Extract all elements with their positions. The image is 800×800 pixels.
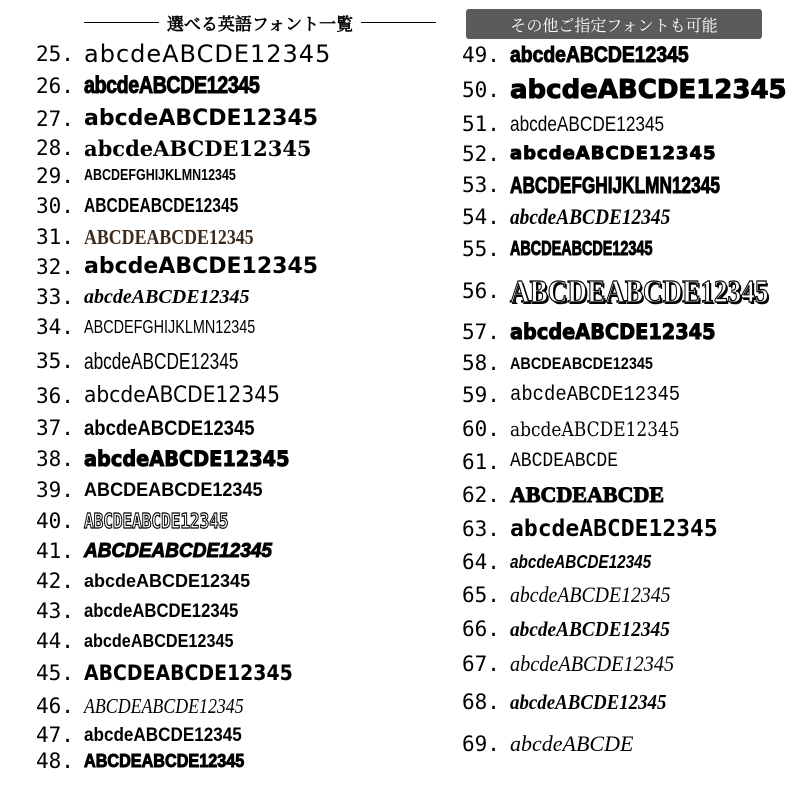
font-number: 68. [462,690,500,714]
font-number: 61. [462,450,500,474]
font-sample-row [36,222,446,252]
font-list-title [84,8,436,36]
font-sample-row [36,190,446,222]
font-sample-text: abcdeABCDE12345 [84,254,319,279]
font-sample-text: abcdeABCDE12345 [510,42,689,67]
font-sample-row [462,646,800,682]
font-sample-text: ABCDEABCDE12345 [84,751,245,771]
font-sample-row [462,512,800,546]
font-sample-row [36,342,446,380]
font-number: 67. [462,652,500,676]
font-number: 26. [36,74,74,98]
font-sample-row [36,536,446,566]
font-sample-text: abcdeABCDE12345 [84,347,239,374]
font-number: 59. [462,383,500,407]
font-sample-row [462,378,800,412]
font-number: 34. [36,315,74,339]
font-number: 53. [462,173,500,197]
font-number: 55. [462,237,500,261]
font-sample-text: abcdeABCDE12345 [510,417,680,441]
font-sample-text: ABCDEABCDE12345 [84,224,254,249]
font-number: 28. [36,136,74,160]
font-sample-row [36,40,446,68]
font-sample-row [36,134,446,162]
font-sample-text: abcdeABCDE12345 [510,515,718,542]
font-sample-row [36,104,446,134]
font-number: 36. [36,384,74,408]
font-sample-row [36,282,446,312]
font-sample-text: abcdeABCDE12345 [510,651,675,676]
font-sample-row [462,202,800,232]
font-sample-text: abcdeABCDE12345 [510,689,667,714]
font-sample-text: abcdeABCDE12345 [510,319,716,344]
font-sample-text: abcdeABCDE12345 [84,631,234,651]
font-number: 43. [36,599,74,623]
font-number: 69. [462,732,500,756]
font-number: 47. [36,723,74,747]
font-sample-text: abcdeABCDE12345 [84,286,250,308]
font-number: 52. [462,142,500,166]
font-number: 31. [36,225,74,249]
font-sample-row [36,506,446,536]
font-sample-text: abcdeABCDE [510,731,634,756]
font-sample-row [36,412,446,444]
font-sample-text: abcdeABCDE12345 [510,204,671,229]
font-sample-text: abcdeABCDE12345 [510,143,717,164]
font-sample-text: abcdeABCDE12345 [84,571,251,591]
font-sample-row [36,252,446,282]
font-sample-row [462,722,800,766]
title-rule-right [361,22,436,23]
font-number: 35. [36,349,74,373]
font-sample-text: ABCDEABCDE12345 [84,509,229,533]
font-number: 62. [462,483,500,507]
font-sample-row [462,168,800,202]
font-number: 48. [36,749,74,773]
font-sample-row [462,38,800,72]
font-number: 64. [462,550,500,574]
font-sample-text: ABCDEABCDE [510,450,619,473]
font-list-title-text: 選べる英語フォント一覧 [166,14,354,35]
font-sample-text: abcdeABCDE12345 [510,383,681,407]
font-number: 44. [36,629,74,653]
font-sample-row [36,312,446,342]
font-number: 29. [36,164,74,188]
font-number: 33. [36,285,74,309]
font-sample-row [462,578,800,612]
font-sample-row [462,316,800,348]
custom-font-badge: その他ご指定フォントも可能 [466,9,762,39]
title-rule-left [84,22,159,23]
font-sample-text: abcdeABCDE12345 [84,135,312,161]
font-number: 51. [462,112,500,136]
font-sample-text: ABCDEFGHIJKLMN12345 [510,171,720,198]
font-sample-row [462,478,800,512]
font-sample-row [462,546,800,578]
font-sample-row [36,444,446,474]
font-sample-row [36,722,446,748]
font-sample-text: abcdeABCDE12345 [510,582,671,607]
font-sample-text: abcdeABCDE12345 [510,616,670,641]
font-number: 25. [36,42,74,66]
font-sample-text: ABCDEABCDE12345 [84,660,293,685]
font-sample-text: abcdeABCDE12345 [84,600,239,622]
font-sample-text: abcdeABCDE12345 [84,72,260,99]
font-sample-row [462,266,800,316]
font-sample-row [462,232,800,266]
font-number: 32. [36,255,74,279]
font-number: 49. [462,43,500,67]
font-number: 65. [462,583,500,607]
font-sample-row [36,656,446,690]
font-number: 57. [462,320,500,344]
font-sample-row [36,596,446,626]
font-sample-row [36,690,446,722]
font-number: 50. [462,78,500,102]
font-number: 27. [36,107,74,131]
font-number: 58. [462,351,500,375]
font-sample-row [462,412,800,446]
font-sample-text: ABCDEABCDE12345 [84,195,239,217]
font-sample-row [36,380,446,412]
font-sample-row [36,566,446,596]
font-sample-text: ABCDEABCDE [510,482,665,507]
font-sample-text: abcdeABCDE12345 [510,112,665,136]
font-number: 60. [462,417,500,441]
font-sample-row [36,162,446,190]
font-number: 38. [36,447,74,471]
font-number: 40. [36,509,74,533]
font-number: 63. [462,517,500,541]
font-number: 37. [36,416,74,440]
font-sample-text: ABCDEFGHIJKLMN12345 [84,167,236,184]
font-sample-text: ABCDEABCDE12345 [84,693,244,718]
font-sample-text: ABCDEABCDE12345 [84,479,263,501]
font-sample-row [462,446,800,478]
font-number: 66. [462,617,500,641]
font-sample-row [36,68,446,104]
font-number: 39. [36,478,74,502]
font-sample-row [462,108,800,140]
font-sample-row [462,140,800,168]
font-sample-row [36,626,446,656]
font-number: 41. [36,539,74,563]
font-sample-row [462,682,800,722]
font-sample-text: abcdeABCDE12345 [84,40,332,68]
font-sample-text: abcdeABCDE12345 [84,724,242,746]
font-sample-row [462,348,800,378]
font-number: 54. [462,205,500,229]
font-sample-text: ABCDEABCDE12345 [84,540,272,562]
font-sample-row [462,612,800,646]
font-list-left-column [36,40,446,774]
font-number: 30. [36,194,74,218]
font-number: 46. [36,694,74,718]
font-number: 42. [36,569,74,593]
font-sample-text: ABCDEABCDE12345 [510,273,769,309]
font-sample-text: ABCDEABCDE12345 [510,238,653,260]
font-sample-text: abcdeABCDE12345 [84,416,255,440]
font-sample-text: ABCDEABCDE12345 [510,353,653,373]
font-sample-text: abcdeABCDE12345 [84,383,280,408]
font-number: 56. [462,279,500,303]
font-sample-text: abcdeABCDE12345 [84,106,319,131]
font-sample-row [36,748,446,774]
font-sample-text: abcdeABCDE12345 [510,552,652,572]
font-list-right-column [462,38,800,766]
font-sample-text: ABCDEFGHIJKLMN12345 [84,317,256,337]
font-sample-text: abcdeABCDE12345 [510,75,787,105]
font-sample-row [462,72,800,108]
font-sample-text: abcdeABCDE12345 [84,446,290,471]
font-number: 45. [36,661,74,685]
font-sample-row [36,474,446,506]
